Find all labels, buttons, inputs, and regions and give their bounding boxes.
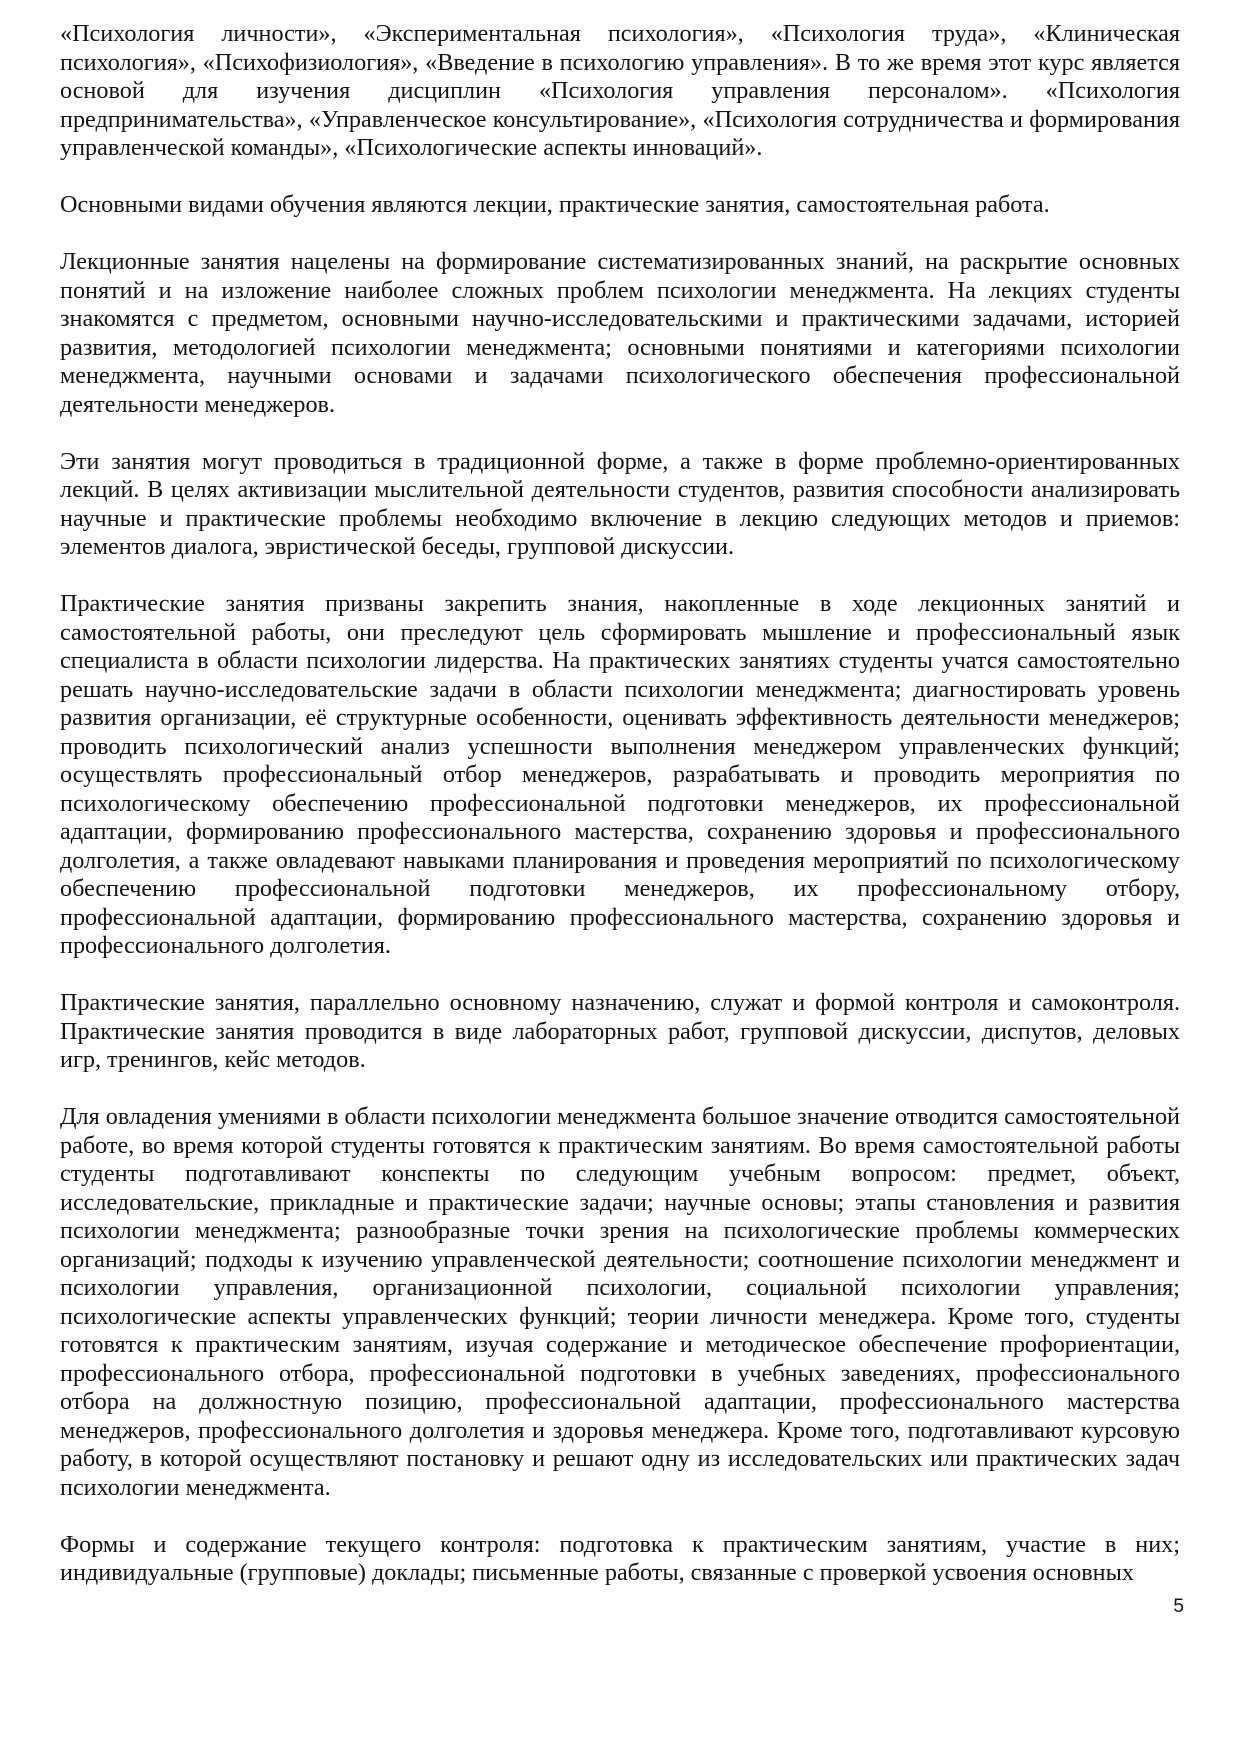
document-body [60, 20, 1180, 1616]
paragraph-prerequisite-courses: «Психология личности», «Экспериментальная психология», «Психология труда», «Клиническая психология», «Психофизиология», «Введение в психологию управления». В то же время этот курс является основой для изучения дисциплин «Психология управления персоналом». «Психология предпринимательства», «Управленческое консультирование», «Психология сотрудничества и формирования управленческой команды», «Психологические аспекты инноваций». [60, 20, 1180, 161]
paragraph-lectures-forms: Эти занятия могут проводиться в традиционной форме, а также в форме проблемно-ориентированных лекций. В целях активизации мыслительной деятельности студентов, развития способности анализировать научные и практические проблемы необходимо включение в лекцию следующих методов и приемов: элементов диалога, эвристической беседы, групповой дискуссии. [60, 447, 1180, 560]
paragraph-practical-control: Практические занятия, параллельно основному назначению, служат и формой контроля и самоконтроля. Практические занятия проводится в виде лабораторных работ, групповой дискуссии, диспутов, деловых игр, тренингов, кейс методов. [60, 989, 1180, 1073]
paragraph-practical-classes: Практические занятия призваны закрепить знания, накопленные в ходе лекционных занятий и самостоятельной работы, они преследуют цель сформировать мышление и профессиональный язык специалиста в области психологии лидерства. На практических занятиях студенты учатся самостоятельно решать научно-исследовательские задачи в области психологии менеджмента; диагностировать уровень развития организации, её структурные особенности, оценивать эффективность деятельности менеджеров; проводить психологический анализ успешности выполнения менеджером управленческих функций; осуществлять профессиональный отбор менеджеров, разрабатывать и проводить мероприятия по психологическому обеспечению профессиональной подготовки менеджеров, их профессиональной адаптации, формированию профессионального мастерства, сохранению здоровья и профессионального долголетия, а также овладевают навыками планирования и проведения мероприятий по психологическому обеспечению профессиональной подготовки менеджеров, их профессиональному отбору, профессиональной адаптации, формированию профессионального мастерства, сохранению здоровья и профессионального долголетия. [60, 590, 1180, 959]
paragraph-learning-types: Основными видами обучения являются лекции, практические занятия, самостоятельная работа. [60, 191, 1050, 218]
paragraph-independent-work: Для овладения умениями в области психологии менеджмента большое значение отводится самостоятельной работе, во время которой студенты готовятся к практическим занятиям. Во время самостоятельной работы студенты подготавливают конспекты по следующим учебным вопросом: предмет, объект, исследовательские, прикладные и практические задачи; научные основы; этапы становления и развития психологии менеджмента; разнообразные точки зрения на психологические проблемы коммерческих организаций; подходы к изучению управленческой деятельности; соотношение психологии менеджмент и психологии управления, организационной психологии, социальной психологии управления; психологические аспекты управленческих функций; теории личности менеджера. Кроме того, студенты готовятся к практическим занятиям, изучая содержание и методическое обеспечение профориентации, профессионального отбора, профессиональной подготовки в учебных заведениях, профессионального отбора на должностную позицию, профессиональной адаптации, профессионального мастерства менеджеров, профессионального долголетия и здоровья менеджера. Кроме того, подготавливают курсовую работу, в которой осуществляют постановку и решают одну из исследовательских или практических задач психологии менеджмента. [60, 1103, 1180, 1501]
page-number: 5 [1173, 1596, 1184, 1617]
paragraph-lectures-goals: Лекционные занятия нацелены на формирование систематизированных знаний, на раскрытие основных понятий и на изложение наиболее сложных проблем психологии менеджмента. На лекциях студенты знакомятся с предметом, основными научно-исследовательскими и практическими задачами, историей развития, методологией психологии менеджмента; основными понятиями и категориями психологии менеджмента, научными основами и задачами психологического обеспечения профессиональной деятельности менеджеров. [60, 248, 1180, 418]
paragraph-current-control: Формы и содержание текущего контроля: подготовка к практическим занятиям, участие в них; индивидуальные (групповые) доклады; письменные работы, связанные с проверкой усвоения основных [60, 1530, 1180, 1586]
